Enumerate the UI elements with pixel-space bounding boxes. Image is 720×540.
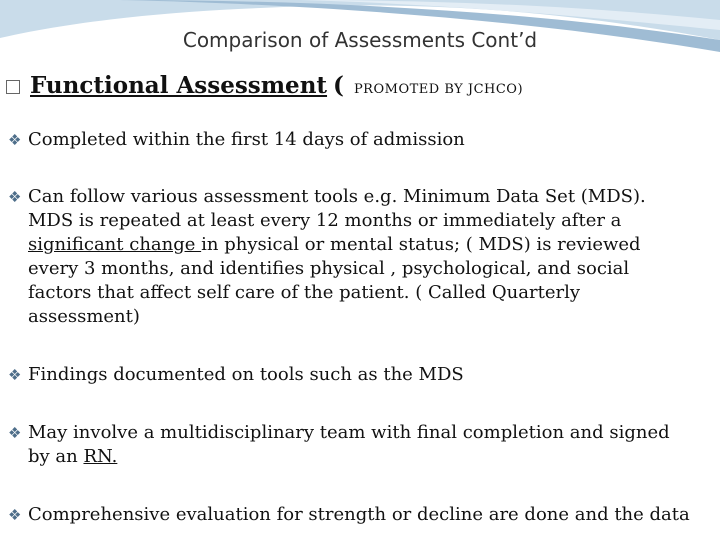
underlined-text: RN. bbox=[83, 446, 118, 467]
subheading bbox=[6, 72, 523, 99]
diamond-bullet-icon: ❖ bbox=[8, 131, 22, 149]
diamond-bullet-icon: ❖ bbox=[8, 366, 22, 384]
bullet-1 bbox=[8, 128, 713, 152]
bullet-3 bbox=[8, 363, 713, 387]
bullet-line bbox=[28, 445, 670, 469]
bullet-line: MDS is repeated at least every 12 months or immediately after a bbox=[28, 210, 622, 231]
bullet-line: factors that affect self care of the patient. ( Called Quarterly bbox=[28, 282, 580, 303]
bullet-text bbox=[28, 421, 670, 469]
bullet-line: every 3 months, and identifies physical , psychological, and social bbox=[28, 258, 630, 279]
bullet-line bbox=[28, 233, 646, 257]
bullet-line-rest: in physical or mental status; ( MDS) is reviewed bbox=[201, 234, 641, 255]
bullet-4 bbox=[8, 421, 713, 469]
bullet-5 bbox=[8, 503, 713, 527]
bullet-text: Findings documented on tools such as the MDS bbox=[28, 364, 464, 385]
bullet-text: Comprehensive evaluation for strength or decline are done and the data bbox=[28, 504, 690, 525]
bullet-line: Can follow various assessment tools e.g. Minimum Data Set (MDS). bbox=[28, 186, 646, 207]
bullet-line: May involve a multidisciplinary team with final completion and signed bbox=[28, 422, 670, 443]
subheading-note: PROMOTED BY JCHCO) bbox=[353, 82, 524, 97]
diamond-bullet-icon: ❖ bbox=[8, 188, 22, 206]
subheading-paren: ( bbox=[333, 72, 344, 99]
bullet-2 bbox=[8, 185, 713, 329]
underlined-text: significant change bbox=[28, 234, 202, 255]
subheading-main: Functional Assessment bbox=[30, 72, 328, 99]
bullet-text bbox=[28, 185, 646, 329]
bullet-line-prefix: by an bbox=[28, 446, 84, 467]
checkbox-icon bbox=[6, 80, 20, 94]
slide-title: Comparison of Assessments Cont’d bbox=[182, 28, 538, 52]
bullet-line: assessment) bbox=[28, 306, 140, 327]
diamond-bullet-icon: ❖ bbox=[8, 424, 22, 442]
diamond-bullet-icon: ❖ bbox=[8, 506, 22, 524]
bullet-text: Completed within the first 14 days of admission bbox=[28, 129, 465, 150]
